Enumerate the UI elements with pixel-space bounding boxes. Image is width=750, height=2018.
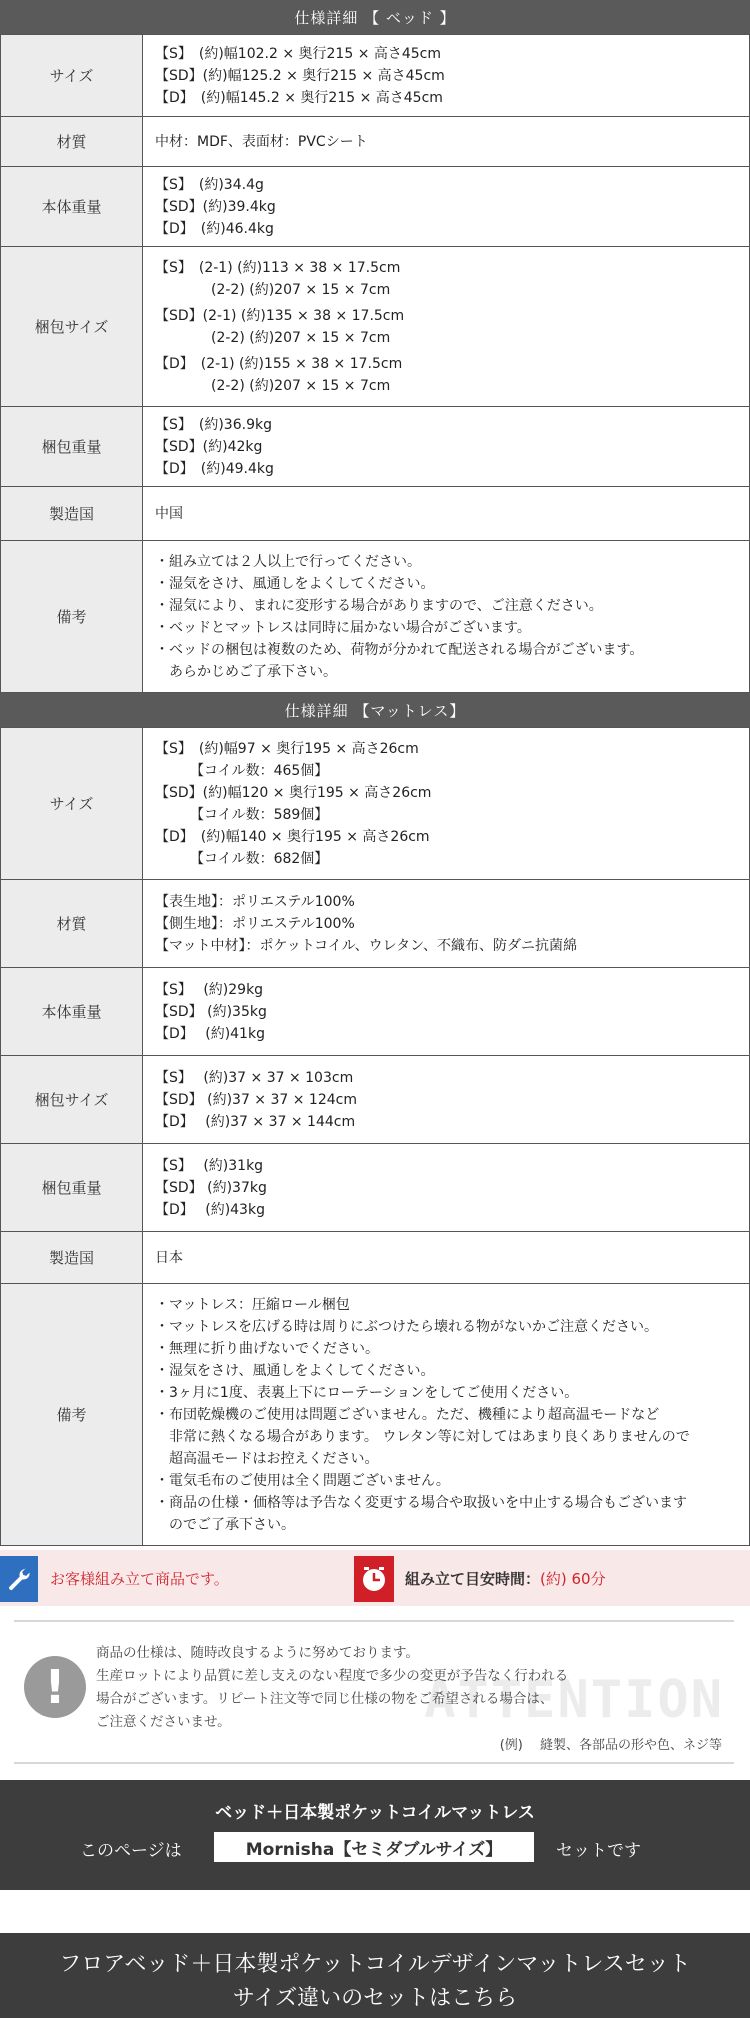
spec-line: のでご了承下さい。: [155, 1516, 295, 1533]
spec-line: ・電気毛布のご使用は全く問題ございません。: [155, 1472, 450, 1489]
spec-label: 製造国: [1, 487, 143, 541]
spec-value: [143, 1056, 750, 1144]
spec-label: 材質: [1, 880, 143, 968]
spec-row: [1, 1284, 750, 1546]
spec-line: 【D】 (約)41kg: [155, 1025, 265, 1042]
spec-row: [1, 880, 750, 968]
spec-label: 本体重量: [1, 968, 143, 1056]
assembly-time-label: 組み立て目安時間：: [405, 1570, 541, 1588]
set-banner: [0, 1780, 750, 1890]
spec-line: 【コイル数：682個】: [155, 850, 329, 867]
set-suffix: セットです: [556, 1841, 641, 1861]
spec-line: 【D】 (約)49.4kg: [155, 460, 274, 477]
spec-value: [143, 1232, 750, 1284]
spec-value: [143, 541, 750, 693]
attention-line: 場合がございます。リピート注文等で同じ仕様の物をご希望される場合は、: [96, 1691, 554, 1707]
assembly-time-value: (約) 60分: [540, 1570, 606, 1588]
attention-line: ご注意くださいませ。: [96, 1714, 231, 1730]
attention-text: [96, 1642, 568, 1734]
spec-line: 【D】 (2-1) (約)155 × 38 × 17.5cm: [155, 355, 403, 372]
spec-line: 【D】 (約)幅140 × 奥行195 × 高さ26cm: [155, 828, 430, 845]
spec-line: (2-2) (約)207 × 15 × 7cm: [155, 329, 391, 346]
spec-label: サイズ: [1, 728, 143, 880]
spec-label: 梱包重量: [1, 407, 143, 487]
spec-row: [1, 247, 750, 407]
spec-label: 梱包サイズ: [1, 247, 143, 407]
spec-line: ・ベッドの梱包は複数のため、荷物が分かれて配送される場合がございます。: [155, 641, 644, 658]
spec-line: 【S】 (2-1) (約)113 × 38 × 17.5cm: [155, 259, 401, 276]
spec-row: [1, 35, 750, 117]
spec-line: 【SD】(約)39.4kg: [155, 198, 276, 215]
exclamation-icon: !: [24, 1656, 86, 1718]
spec-value: [143, 117, 750, 167]
spec-label: 備考: [1, 541, 143, 693]
spec-row: [1, 541, 750, 693]
spec-line: 中国: [155, 505, 183, 522]
spec-line: 【S】 (約)37 × 37 × 103cm: [155, 1069, 354, 1086]
spec-row: [1, 728, 750, 880]
spec-line: 【S】 (約)34.4g: [155, 176, 264, 193]
attention-watermark: ATTENTION: [424, 1670, 724, 1730]
spec-row: [1, 1056, 750, 1144]
spec-line: 【D】 (約)46.4kg: [155, 220, 274, 237]
spec-line: 【コイル数：589個】: [155, 806, 329, 823]
assembly-time: [405, 1568, 606, 1589]
spec-row: [1, 167, 750, 247]
spec-row: [1, 1232, 750, 1284]
spec-row: [1, 487, 750, 541]
bed-spec-table: [0, 34, 750, 693]
spec-line: 【SD】(約)幅125.2 × 奥行215 × 高さ45cm: [155, 67, 445, 84]
spec-line: 【D】 (約)37 × 37 × 144cm: [155, 1113, 356, 1130]
spec-line: 中材：MDF、表面材：PVCシート: [155, 133, 368, 150]
assembly-notice: [0, 1550, 750, 1606]
spec-line: 【マット中材】：ポケットコイル、ウレタン、不織布、防ダニ抗菌綿: [155, 937, 577, 954]
mattress-spec-table: [0, 727, 750, 1546]
spec-label: 本体重量: [1, 167, 143, 247]
spec-value: [143, 167, 750, 247]
spec-line: ・無理に折り曲げないでください。: [155, 1340, 379, 1357]
spec-value: [143, 247, 750, 407]
bottom-subtitle: サイズ違いのセットはこちら: [232, 1986, 518, 2011]
bed-spec-header: 仕様詳細 【 ベッド 】: [0, 0, 750, 34]
spec-line: 【S】 (約)幅97 × 奥行195 × 高さ26cm: [155, 740, 419, 757]
spec-value: [143, 728, 750, 880]
set-title: ベッド＋日本製ポケットコイルマットレス: [215, 1803, 535, 1823]
spec-line: 【SD】 (約)37kg: [155, 1179, 267, 1196]
spec-line: ・マットレス：圧縮ロール梱包: [155, 1296, 350, 1313]
attention-line: 商品の仕様は、随時改良するように努めております。: [96, 1645, 419, 1661]
spec-line: 【SD】 (約)37 × 37 × 124cm: [155, 1091, 357, 1108]
spec-value: [143, 35, 750, 117]
spec-line: (2-2) (約)207 × 15 × 7cm: [155, 377, 391, 394]
assembly-text: お客様組み立て商品です。: [50, 1570, 229, 1588]
spec-line: あらかじめご了承下さい。: [155, 663, 337, 680]
spec-line: 【SD】(約)42kg: [155, 438, 263, 455]
spec-line: 【S】 (約)29kg: [155, 981, 264, 998]
spec-row: [1, 1144, 750, 1232]
spec-line: 日本: [155, 1249, 183, 1266]
spec-row: [1, 968, 750, 1056]
spec-line: 【SD】 (約)35kg: [155, 1003, 267, 1020]
spec-line: (2-2) (約)207 × 15 × 7cm: [155, 281, 391, 298]
spec-row: [1, 117, 750, 167]
size-variation-link[interactable]: [0, 1933, 750, 2018]
spec-line: 【D】 (約)43kg: [155, 1201, 265, 1218]
spec-line: 【SD】(約)幅120 × 奥行195 × 高さ26cm: [155, 784, 432, 801]
spec-line: 【S】 (約)幅102.2 × 奥行215 × 高さ45cm: [155, 45, 442, 62]
spec-line: 【D】 (約)幅145.2 × 奥行215 × 高さ45cm: [155, 89, 443, 106]
spec-line: ・湿気をさけ、風通しをよくしてください。: [155, 1362, 435, 1379]
spec-value: [143, 1284, 750, 1546]
attention-example: (例) 縫製、各部品の形や色、ネジ等: [499, 1738, 722, 1753]
spec-line: ・組み立ては２人以上で行ってください。: [155, 553, 421, 570]
spec-value: [143, 487, 750, 541]
spec-line: 【SD】(2-1) (約)135 × 38 × 17.5cm: [155, 307, 405, 324]
spec-line: ・3ヶ月に1度、表裏上下にローテーションをしてご使用ください。: [155, 1384, 579, 1401]
wrench-icon: [0, 1556, 38, 1602]
spec-value: [143, 968, 750, 1056]
spec-value: [143, 880, 750, 968]
set-prefix: このページは: [80, 1841, 182, 1861]
spec-line: 【表生地】：ポリエステル100%: [155, 893, 355, 910]
spec-label: 梱包サイズ: [1, 1056, 143, 1144]
spec-line: ・布団乾燥機のご使用は問題ございません。ただ、機種により超高温モードなど: [155, 1406, 660, 1423]
spec-value: [143, 407, 750, 487]
spec-label: 梱包重量: [1, 1144, 143, 1232]
spec-line: ・ベッドとマットレスは同時に届かない場合がございます。: [155, 619, 531, 636]
spec-line: 非常に熱くなる場合があります。 ウレタン等に対してはあまり良くありませんので: [155, 1428, 690, 1445]
spec-label: 材質: [1, 117, 143, 167]
spec-line: 【側生地】：ポリエステル100%: [155, 915, 355, 932]
spec-line: ・湿気により、まれに変形する場合がありますので、ご注意ください。: [155, 597, 603, 614]
spec-row: [1, 407, 750, 487]
spec-line: ・商品の仕様・価格等は予告なく変更する場合や取扱いを中止する場合もございます: [155, 1494, 687, 1511]
spec-label: 製造国: [1, 1232, 143, 1284]
spec-line: 【コイル数：465個】: [155, 762, 329, 779]
spec-line: ・マットレスを広げる時は周りにぶつけたら壊れる物がないかご注意ください。: [155, 1318, 659, 1335]
set-brand-badge: Mornisha【セミダブルサイズ】: [214, 1832, 534, 1862]
spec-line: 超高温モードはお控えください。: [155, 1450, 379, 1467]
attention-line: 生産ロットにより品質に差し支えのない程度で多少の変更が予告なく行われる: [96, 1668, 569, 1684]
spec-line: 【S】 (約)36.9kg: [155, 416, 272, 433]
mattress-spec-header: 仕様詳細 【マットレス】: [0, 693, 750, 727]
clock-icon: [354, 1556, 394, 1602]
spec-value: [143, 1144, 750, 1232]
spec-line: 【S】 (約)31kg: [155, 1157, 264, 1174]
attention-box: [14, 1620, 734, 1764]
spec-line: ・湿気をさけ、風通しをよくしてください。: [155, 575, 435, 592]
spec-label: サイズ: [1, 35, 143, 117]
spec-label: 備考: [1, 1284, 143, 1546]
bottom-title: フロアベッド＋日本製ポケットコイルデザインマットレスセット: [59, 1952, 691, 1977]
